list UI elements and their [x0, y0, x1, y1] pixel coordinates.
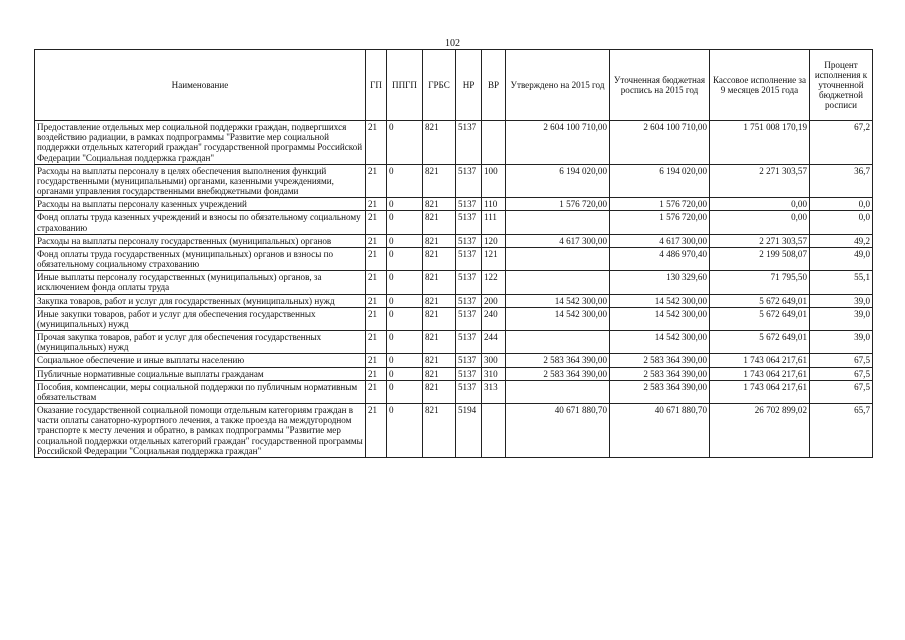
- row-vr: 122: [482, 271, 506, 294]
- row-percent: 36,7: [810, 164, 873, 198]
- row-cash: 2 271 303,57: [710, 164, 810, 198]
- row-grbs: 821: [423, 198, 456, 211]
- row-nr: 5137: [456, 234, 482, 247]
- table-row: [35, 164, 873, 198]
- row-name: Фонд оплаты труда казенных учреждений и взносы по обязательному социальному страхованию: [35, 211, 366, 234]
- budget-table: [34, 49, 873, 458]
- row-gp: 21: [366, 367, 387, 380]
- row-approved: 6 194 020,00: [506, 164, 610, 198]
- row-ppgp: 0: [387, 211, 423, 234]
- row-revised: 2 604 100 710,00: [610, 121, 710, 165]
- row-vr: 240: [482, 307, 506, 330]
- row-percent: 67,2: [810, 121, 873, 165]
- row-cash: 1 743 064 217,61: [710, 367, 810, 380]
- row-cash: 1 743 064 217,61: [710, 380, 810, 403]
- row-gp: 21: [366, 121, 387, 165]
- row-vr: 310: [482, 367, 506, 380]
- row-ppgp: 0: [387, 354, 423, 367]
- row-cash: 5 672 649,01: [710, 307, 810, 330]
- row-nr: 5137: [456, 211, 482, 234]
- row-name: Расходы на выплаты персоналу государственных (муниципальных) органов: [35, 234, 366, 247]
- row-vr: 313: [482, 380, 506, 403]
- row-percent: 49,2: [810, 234, 873, 247]
- row-ppgp: 0: [387, 307, 423, 330]
- header-cash: Кассовое исполнение за 9 месяцев 2015 года: [710, 50, 810, 121]
- table-row: [35, 198, 873, 211]
- row-percent: 55,1: [810, 271, 873, 294]
- row-nr: 5137: [456, 271, 482, 294]
- row-name: Пособия, компенсации, меры социальной поддержки по публичным нормативным обязательствам: [35, 380, 366, 403]
- row-gp: 21: [366, 247, 387, 270]
- row-approved: [506, 271, 610, 294]
- row-percent: 49,0: [810, 247, 873, 270]
- row-nr: 5194: [456, 404, 482, 458]
- row-gp: 21: [366, 234, 387, 247]
- row-revised: 2 583 364 390,00: [610, 367, 710, 380]
- row-nr: 5137: [456, 121, 482, 165]
- row-ppgp: 0: [387, 247, 423, 270]
- table-row: [35, 331, 873, 354]
- row-cash: 26 702 899,02: [710, 404, 810, 458]
- row-nr: 5137: [456, 164, 482, 198]
- row-percent: 67,5: [810, 367, 873, 380]
- row-grbs: 821: [423, 380, 456, 403]
- row-approved: 2 583 364 390,00: [506, 367, 610, 380]
- row-ppgp: 0: [387, 164, 423, 198]
- row-grbs: 821: [423, 271, 456, 294]
- row-percent: 65,7: [810, 404, 873, 458]
- row-nr: 5137: [456, 307, 482, 330]
- row-revised: 4 486 970,40: [610, 247, 710, 270]
- row-ppgp: 0: [387, 331, 423, 354]
- row-cash: 5 672 649,01: [710, 331, 810, 354]
- row-name: Социальное обеспечение и иные выплаты населению: [35, 354, 366, 367]
- row-gp: 21: [366, 271, 387, 294]
- row-approved: 14 542 300,00: [506, 294, 610, 307]
- row-approved: 2 583 364 390,00: [506, 354, 610, 367]
- row-grbs: 821: [423, 234, 456, 247]
- row-gp: 21: [366, 164, 387, 198]
- row-percent: 0,0: [810, 211, 873, 234]
- table-row: [35, 354, 873, 367]
- table-row: [35, 307, 873, 330]
- row-nr: 5137: [456, 331, 482, 354]
- row-revised: 14 542 300,00: [610, 331, 710, 354]
- row-gp: 21: [366, 380, 387, 403]
- row-ppgp: 0: [387, 271, 423, 294]
- row-name: Предоставление отдельных мер социальной поддержки граждан, подвергшихся воздействию радиации, в рамках подпрограммы "Развитие мер социальной поддержки отдельных категорий граждан" государственной программы Российской Федерации "Социальная поддержка граждан": [35, 121, 366, 165]
- row-revised: 130 329,60: [610, 271, 710, 294]
- row-name: Расходы на выплаты персоналу в целях обеспечения выполнения функций государственными (муниципальными) органами, казенными учреждениями, органами управления государственными внебюджетными фондами: [35, 164, 366, 198]
- row-name: Иные выплаты персоналу государственных (муниципальных) органов, за исключением фонда оплаты труда: [35, 271, 366, 294]
- row-cash: 71 795,50: [710, 271, 810, 294]
- row-ppgp: 0: [387, 380, 423, 403]
- row-name: Иные закупки товаров, работ и услуг для обеспечения государственных (муниципальных) нужд: [35, 307, 366, 330]
- row-vr: 300: [482, 354, 506, 367]
- row-vr: 200: [482, 294, 506, 307]
- row-percent: 39,0: [810, 294, 873, 307]
- table-row: [35, 404, 873, 458]
- row-nr: 5137: [456, 367, 482, 380]
- row-approved: 1 576 720,00: [506, 198, 610, 211]
- row-nr: 5137: [456, 294, 482, 307]
- row-approved: 2 604 100 710,00: [506, 121, 610, 165]
- row-revised: 40 671 880,70: [610, 404, 710, 458]
- row-cash: 0,00: [710, 211, 810, 234]
- table-row: [35, 247, 873, 270]
- row-nr: 5137: [456, 247, 482, 270]
- header-percent: Процент исполнения к уточненной бюджетной росписи: [810, 50, 873, 121]
- row-vr: [482, 404, 506, 458]
- row-nr: 5137: [456, 380, 482, 403]
- row-percent: 39,0: [810, 331, 873, 354]
- header-approved: Утверждено на 2015 год: [506, 50, 610, 121]
- header-gp: ГП: [366, 50, 387, 121]
- row-percent: 0,0: [810, 198, 873, 211]
- row-approved: [506, 247, 610, 270]
- row-grbs: 821: [423, 307, 456, 330]
- row-revised: 6 194 020,00: [610, 164, 710, 198]
- header-nr: НР: [456, 50, 482, 121]
- table-row: [35, 234, 873, 247]
- row-approved: 4 617 300,00: [506, 234, 610, 247]
- row-ppgp: 0: [387, 121, 423, 165]
- header-vr: ВР: [482, 50, 506, 121]
- row-gp: 21: [366, 354, 387, 367]
- row-cash: 1 751 008 170,19: [710, 121, 810, 165]
- row-name: Публичные нормативные социальные выплаты гражданам: [35, 367, 366, 380]
- table-row: [35, 271, 873, 294]
- row-nr: 5137: [456, 354, 482, 367]
- row-approved: 40 671 880,70: [506, 404, 610, 458]
- row-vr: 110: [482, 198, 506, 211]
- row-grbs: 821: [423, 404, 456, 458]
- row-gp: 21: [366, 331, 387, 354]
- row-revised: 1 576 720,00: [610, 198, 710, 211]
- row-revised: 2 583 364 390,00: [610, 354, 710, 367]
- row-gp: 21: [366, 198, 387, 211]
- row-cash: 1 743 064 217,61: [710, 354, 810, 367]
- row-grbs: 821: [423, 211, 456, 234]
- row-vr: 111: [482, 211, 506, 234]
- row-vr: 120: [482, 234, 506, 247]
- row-grbs: 821: [423, 294, 456, 307]
- row-name: Прочая закупка товаров, работ и услуг для обеспечения государственных (муниципальных) нужд: [35, 331, 366, 354]
- row-revised: 4 617 300,00: [610, 234, 710, 247]
- row-ppgp: 0: [387, 294, 423, 307]
- row-percent: 39,0: [810, 307, 873, 330]
- row-grbs: 821: [423, 121, 456, 165]
- header-grbs: ГРБС: [423, 50, 456, 121]
- table-row: [35, 294, 873, 307]
- row-ppgp: 0: [387, 198, 423, 211]
- row-grbs: 821: [423, 164, 456, 198]
- page-number: 102: [445, 38, 460, 49]
- row-cash: 5 672 649,01: [710, 294, 810, 307]
- header-revised: Уточненная бюджетная роспись на 2015 год: [610, 50, 710, 121]
- row-grbs: 821: [423, 367, 456, 380]
- row-approved: 14 542 300,00: [506, 307, 610, 330]
- row-approved: [506, 211, 610, 234]
- row-percent: 67,5: [810, 380, 873, 403]
- header-row: [35, 50, 873, 121]
- header-ppgp: ППГП: [387, 50, 423, 121]
- row-grbs: 821: [423, 354, 456, 367]
- row-name: Расходы на выплаты персоналу казенных учреждений: [35, 198, 366, 211]
- row-revised: 14 542 300,00: [610, 307, 710, 330]
- row-approved: [506, 380, 610, 403]
- header-name: Наименование: [35, 50, 366, 121]
- row-cash: 0,00: [710, 198, 810, 211]
- row-percent: 67,5: [810, 354, 873, 367]
- row-ppgp: 0: [387, 234, 423, 247]
- row-name: Оказание государственной социальной помощи отдельным категориям граждан в части оплаты санаторно-курортного лечения, а также проезда на междугородном транспорте к месту лечения и обратно, в рамках подпрограммы "Развитие мер социальной поддержки отдельных категорий граждан" государственной программы Российской Федерации "Социальная поддержка граждан": [35, 404, 366, 458]
- row-ppgp: 0: [387, 404, 423, 458]
- row-gp: 21: [366, 294, 387, 307]
- row-grbs: 821: [423, 247, 456, 270]
- row-name: Фонд оплаты труда государственных (муниципальных) органов и взносы по обязательному социальному страхованию: [35, 247, 366, 270]
- row-revised: 14 542 300,00: [610, 294, 710, 307]
- row-vr: [482, 121, 506, 165]
- row-vr: 100: [482, 164, 506, 198]
- table-row: [35, 211, 873, 234]
- row-grbs: 821: [423, 331, 456, 354]
- table-row: [35, 380, 873, 403]
- row-ppgp: 0: [387, 367, 423, 380]
- row-name: Закупка товаров, работ и услуг для государственных (муниципальных) нужд: [35, 294, 366, 307]
- row-vr: 244: [482, 331, 506, 354]
- row-revised: 2 583 364 390,00: [610, 380, 710, 403]
- row-cash: 2 271 303,57: [710, 234, 810, 247]
- row-nr: 5137: [456, 198, 482, 211]
- row-gp: 21: [366, 404, 387, 458]
- row-approved: [506, 331, 610, 354]
- row-revised: 1 576 720,00: [610, 211, 710, 234]
- row-gp: 21: [366, 211, 387, 234]
- row-cash: 2 199 508,07: [710, 247, 810, 270]
- row-vr: 121: [482, 247, 506, 270]
- row-gp: 21: [366, 307, 387, 330]
- table-row: [35, 367, 873, 380]
- table-row: [35, 121, 873, 165]
